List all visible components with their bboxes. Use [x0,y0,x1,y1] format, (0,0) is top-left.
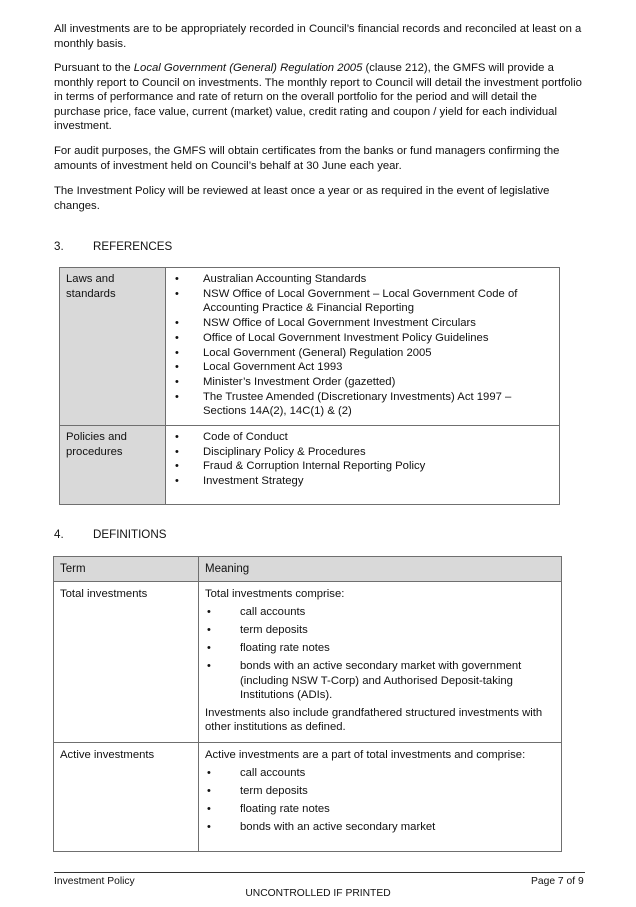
list-item: • Minister’s Investment Order (gazetted) [172,375,553,390]
column-header-meaning: Meaning [199,557,562,582]
references-table [59,267,560,505]
definition-meaning [199,743,562,852]
paragraph-audit: For audit purposes, the GMFS will obtain certificates from the banks or fund managers confirming the amounts of investment held on Council’s behalf at 30 June each year. [54,145,560,172]
list-item: • Local Government Act 1993 [172,360,553,375]
paragraph-monthly-report [54,61,584,134]
list-item: • call accounts [205,605,555,619]
list-item: • Fraud & Corruption Internal Reporting Policy [172,459,553,474]
list-item: • bonds with an active secondary market [205,820,555,834]
section-heading-definitions [54,528,166,541]
section-heading-references [54,240,172,253]
list-item: • Code of Conduct [172,430,553,445]
definition-list [205,766,555,834]
paragraph-recording: All investments are to be appropriately recorded in Council’s financial records and reconciled at least on a monthly basis. [54,23,582,50]
paragraph-text: Pursuant to the [54,62,134,74]
definition-meaning [199,582,562,743]
paragraph-text: (clause 212), the GMFS will provide a monthly report to Council on investments. The monthly report to Council will detail the investment portfolio in terms of performance and rate of return on the overall portfolio for the period and will detail the purchase price, face value, current (market) value, credit rating and coupon / yield for each individual investment. [54,62,582,132]
list-item: • Australian Accounting Standards [172,272,553,287]
table-row [54,582,562,743]
list-item: • Local Government (General) Regulation 2005 [172,346,553,361]
table-row [60,268,560,426]
table-row [60,426,560,505]
footer-uncontrolled-notice: UNCONTROLLED IF PRINTED [245,888,391,899]
list-item: • floating rate notes [205,641,555,655]
list-item: • term deposits [205,623,555,637]
list-item: • term deposits [205,784,555,798]
section-number: 3. [54,240,64,253]
definition-intro: Active investments are a part of total investments and comprise: [205,749,526,762]
definition-term: Active investments [54,743,199,852]
list-item: • floating rate notes [205,802,555,816]
list-item: • call accounts [205,766,555,780]
list-item: • Investment Strategy [172,474,553,489]
paragraph-review: The Investment Policy will be reviewed at least once a year or as required in the event of legislative changes. [54,185,550,212]
list-item: • NSW Office of Local Government Investment Circulars [172,316,553,331]
definition-term: Total investments [54,582,199,743]
definition-note: Investments also include grandfathered structured investments with other institutions as defined. [205,706,543,734]
footer-divider [54,872,585,873]
footer-document-title: Investment Policy [54,876,135,887]
table-header-row [54,557,562,582]
section-title: DEFINITIONS [93,528,167,541]
definition-list [205,605,555,702]
definition-intro: Total investments comprise: [205,588,345,601]
section-number: 4. [54,528,64,541]
reference-category: Policies and procedures [60,426,166,505]
reference-list-cell [166,426,560,505]
table-row [54,743,562,852]
list-item: • bonds with an active secondary market with government (including NSW T-Corp) and Authorised Deposit-taking Institutions (ADIs). [205,659,555,702]
list-item: • The Trustee Amended (Discretionary Investments) Act 1997 – Sections 14A(2), 14C(1) & (2) [172,390,553,419]
list-item: • Office of Local Government Investment Policy Guidelines [172,331,553,346]
column-header-term: Term [54,557,199,582]
footer-page-number: Page 7 of 9 [531,876,584,887]
definitions-table [53,556,562,852]
list-item: • Disciplinary Policy & Procedures [172,445,553,460]
regulation-title: Local Government (General) Regulation 2005 [133,62,363,74]
reference-list [172,272,553,419]
list-item: • NSW Office of Local Government – Local Government Code of Accounting Practice & Financial Reporting [172,287,553,316]
reference-category: Laws and standards [60,268,166,426]
reference-list [172,430,553,489]
section-title: REFERENCES [93,240,173,253]
reference-list-cell [166,268,560,426]
